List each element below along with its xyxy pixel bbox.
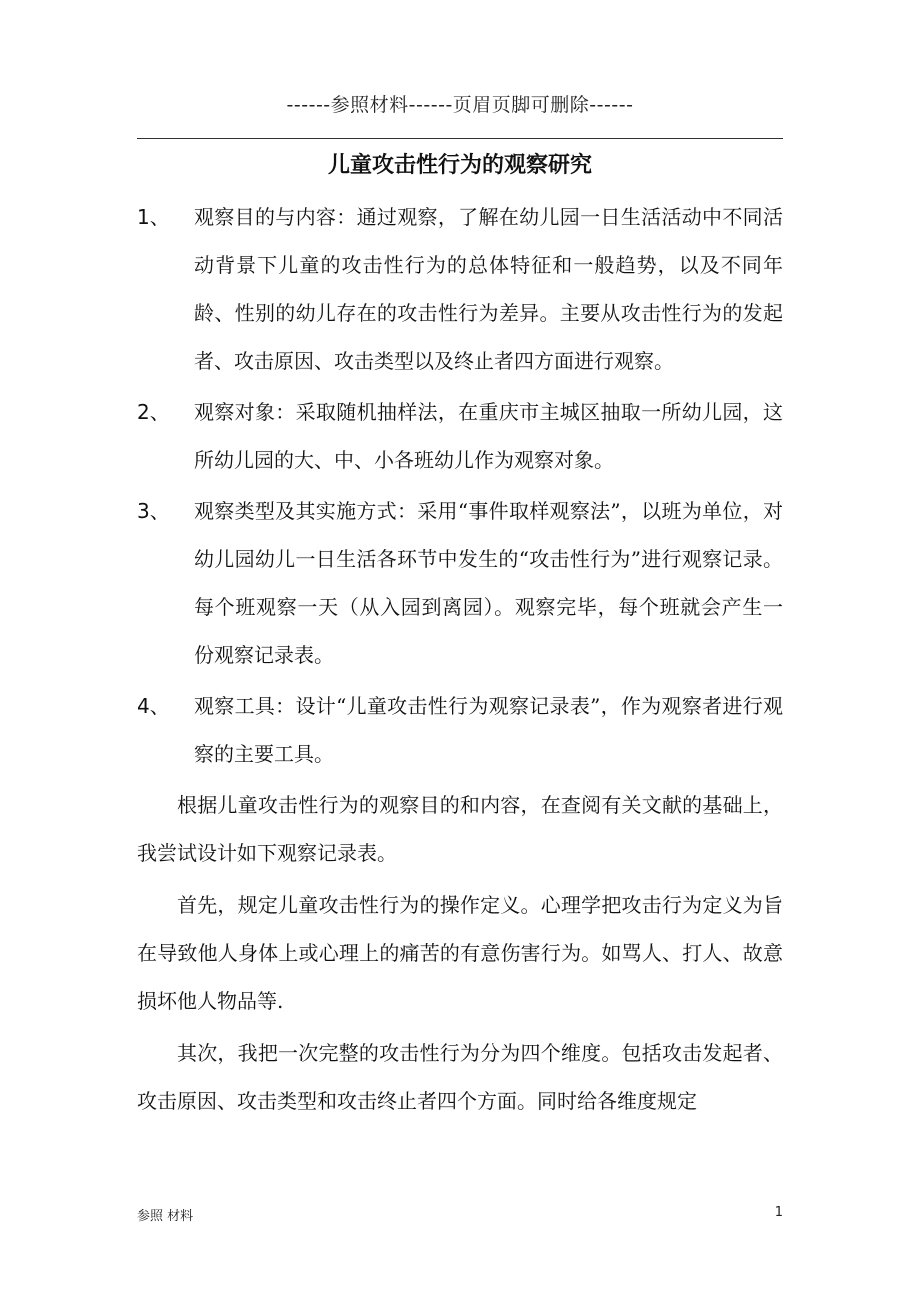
item-text: 观察目的与内容：通过观察，了解在幼儿园一日生活活动中不同活动背景下儿童的攻击性行为的总体特征和一般趋势，以及不同年龄、性别的幼儿存在的攻击性行为差异。主要从攻击性行为的发起者、攻击原因、攻击类型以及终止者四方面进行观察。 <box>194 205 783 373</box>
item-text: 观察对象：采取随机抽样法，在重庆市主城区抽取一所幼儿园，这所幼儿园的大、中、小各班幼儿作为观察对象。 <box>194 400 783 472</box>
document-title: 儿童攻击性行为的观察研究 <box>327 153 592 178</box>
footer-label: 参照 材料 <box>137 1209 194 1224</box>
page-header: ------参照材料------页眉页脚可删除------ <box>286 94 634 116</box>
numbered-item <box>137 388 783 484</box>
item-text: 观察工具：设计“儿童攻击性行为观察记录表”，作为观察者进行观察的主要工具。 <box>194 694 783 766</box>
item-number: 3、 <box>137 499 170 523</box>
body-paragraph: 首先，规定儿童攻击性行为的操作定义。心理学把攻击行为定义为旨在导致他人身体上或心理上的痛苦的有意伤害行为。如骂人、打人、故意损坏他人物品等. <box>137 893 783 1013</box>
item-number: 4、 <box>137 694 170 718</box>
header-divider <box>137 138 783 139</box>
numbered-item <box>137 487 783 679</box>
document-body <box>137 193 783 1129</box>
page-number: 1 <box>774 1205 783 1220</box>
numbered-item <box>137 193 783 385</box>
numbered-item <box>137 682 783 778</box>
body-paragraph: 其次，我把一次完整的攻击性行为分为四个维度。包括攻击发起者、攻击原因、攻击类型和攻击终止者四个方面。同时给各维度规定 <box>137 1041 783 1113</box>
body-paragraph: 根据儿童攻击性行为的观察目的和内容，在查阅有关文献的基础上，我尝试设计如下观察记录表。 <box>137 793 783 865</box>
item-number: 2、 <box>137 400 170 424</box>
item-text: 观察类型及其实施方式：采用“事件取样观察法”，以班为单位，对幼儿园幼儿一日生活各环节中发生的“攻击性行为”进行观察记录。每个班观察一天（从入园到离园）。观察完毕，每个班就会产生一份观察记录表。 <box>194 499 783 667</box>
item-number: 1、 <box>137 205 170 229</box>
